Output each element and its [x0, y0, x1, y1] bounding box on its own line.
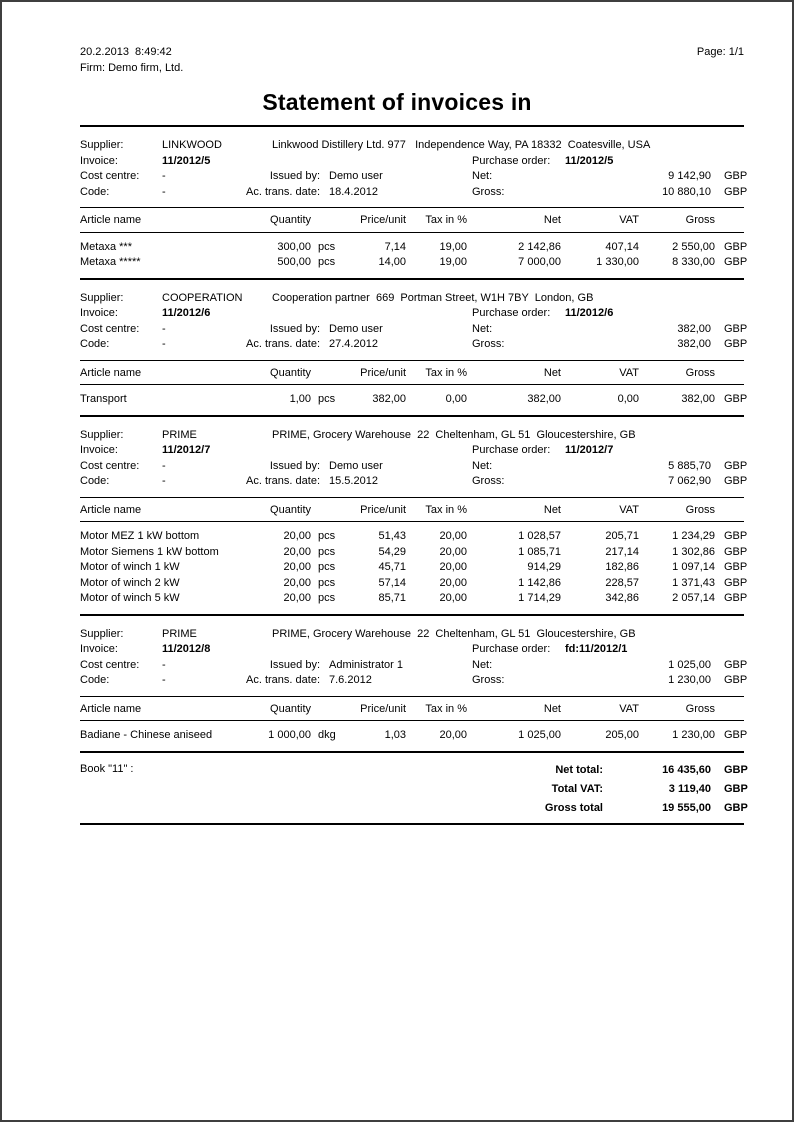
supplier-info: [80, 291, 748, 354]
header-rule: [80, 384, 744, 385]
article-price: 14,00: [378, 256, 406, 268]
article-unit: pcs: [318, 240, 336, 253]
article-gross: 1 234,29: [672, 530, 715, 542]
article-unit: dkg: [318, 729, 336, 741]
column-article-name: Article name: [80, 702, 142, 715]
article-gross: 2 550,00: [672, 240, 715, 253]
article-name: Metaxa ***: [80, 240, 132, 253]
article-tax: 19,00: [439, 240, 467, 253]
issued-by-label: Issued by:: [269, 170, 320, 182]
article-net: 1 714,29: [518, 592, 561, 604]
invoice-sections: [80, 139, 748, 753]
total-vat-amount: 3 119,40: [668, 782, 711, 795]
net-label: Net:: [472, 658, 493, 671]
column-quantity: Quantity: [270, 503, 311, 516]
purchase-order-number: 11/2012/6: [565, 307, 614, 319]
supplier-label: Supplier:: [80, 428, 124, 441]
header-rule: [80, 232, 744, 233]
code-value: -: [162, 475, 166, 487]
gross-currency: GBP: [724, 338, 748, 350]
supplier-label: Supplier:: [80, 139, 124, 151]
invoice-number: 11/2012/7: [162, 444, 211, 456]
ac-trans-date-value: 7.6.2012: [329, 674, 372, 686]
article-row: [80, 545, 748, 561]
net-currency: GBP: [724, 658, 748, 671]
invoice-label: Invoice:: [80, 444, 118, 456]
article-net: 1 025,00: [518, 729, 561, 741]
article-currency: GBP: [724, 592, 748, 604]
column-net: Net: [543, 503, 561, 516]
invoice-number: 11/2012/5: [162, 154, 211, 167]
article-currency: GBP: [724, 256, 748, 268]
section-end-rule: [80, 751, 744, 753]
article-tax: 20,00: [439, 592, 467, 604]
article-gross: 2 057,14: [672, 592, 715, 604]
supplier-address: PRIME, Grocery Warehouse 22 Cheltenham, GL 51 Gloucestershire, GB: [272, 428, 636, 441]
column-gross: Gross: [685, 214, 715, 226]
net-amount: 9 142,90: [668, 170, 711, 182]
issued-by-value: Demo user: [329, 322, 383, 335]
ac-trans-date-label: Ac. trans. date:: [246, 185, 320, 198]
gross-label: Gross:: [472, 185, 505, 198]
purchase-order-number: 11/2012/5: [565, 154, 614, 167]
supplier-code: PRIME: [162, 627, 197, 640]
ac-trans-date-label: Ac. trans. date:: [246, 674, 320, 686]
article-vat: 1 330,00: [596, 256, 639, 268]
article-gross: 1 302,86: [672, 545, 715, 558]
article-net: 1 085,71: [518, 545, 561, 558]
article-row: [80, 240, 748, 256]
invoice-section: [80, 291, 748, 417]
header-rule: [80, 720, 744, 721]
article-net: 1 028,57: [518, 530, 561, 542]
article-tax: 20,00: [439, 576, 467, 589]
article-table-header: [80, 702, 744, 718]
supplier-code: PRIME: [162, 428, 197, 441]
article-currency: GBP: [724, 545, 748, 558]
article-net: 1 142,86: [518, 576, 561, 589]
gross-total-label: Gross total: [544, 801, 603, 814]
issued-by-label: Issued by:: [269, 658, 320, 671]
invoice-section: [80, 627, 748, 753]
section-rule: [80, 696, 744, 697]
article-gross: 1 230,00: [672, 729, 715, 741]
supplier-address: Cooperation partner 669 Portman Street, W1H 7BY London, GB: [272, 291, 594, 304]
article-tax: 20,00: [439, 530, 467, 542]
net-amount: 382,00: [677, 322, 711, 335]
article-quantity: 20,00: [283, 561, 311, 573]
invoice-label: Invoice:: [80, 307, 118, 319]
article-tax: 19,00: [439, 256, 467, 268]
article-quantity: 20,00: [283, 545, 311, 558]
section-rule: [80, 207, 744, 208]
gross-label: Gross:: [472, 674, 505, 686]
article-row: [80, 392, 748, 408]
article-row: [80, 529, 748, 545]
report-header: [80, 2, 744, 76]
code-label: Code:: [80, 475, 110, 487]
net-label: Net:: [472, 170, 493, 182]
article-gross: 8 330,00: [672, 256, 715, 268]
gross-currency: GBP: [724, 475, 748, 487]
column-article-name: Article name: [80, 214, 142, 226]
column-article-name: Article name: [80, 503, 142, 516]
issued-by-value: Administrator 1: [329, 658, 403, 671]
column-gross: Gross: [685, 702, 715, 715]
article-unit: pcs: [318, 561, 336, 573]
column-quantity: Quantity: [270, 214, 311, 226]
purchase-order-label: Purchase order:: [472, 444, 551, 456]
cost-centre-value: -: [162, 658, 166, 671]
code-value: -: [162, 338, 166, 350]
total-vat-label: Total VAT:: [551, 782, 603, 795]
article-net: 2 142,86: [518, 240, 561, 253]
column-price-unit: Price/unit: [360, 503, 406, 516]
report-datetime: 20.2.2013 8:49:42: [80, 46, 172, 58]
purchase-order-label: Purchase order:: [472, 154, 551, 167]
article-price: 382,00: [372, 393, 406, 405]
section-end-rule: [80, 415, 744, 417]
article-name: Motor of winch 2 kW: [80, 576, 180, 589]
article-tax: 20,00: [439, 561, 467, 573]
net-total-currency: GBP: [724, 763, 748, 776]
article-quantity: 1 000,00: [268, 729, 311, 741]
column-vat: VAT: [619, 214, 639, 226]
column-article-name: Article name: [80, 366, 142, 379]
net-amount: 1 025,00: [668, 658, 711, 671]
net-currency: GBP: [724, 322, 748, 335]
column-quantity: Quantity: [270, 366, 311, 379]
article-row: [80, 255, 748, 271]
article-rows: [80, 392, 748, 408]
section-rule: [80, 497, 744, 498]
code-value: -: [162, 185, 166, 198]
article-table-header: [80, 366, 744, 382]
article-unit: pcs: [318, 592, 336, 604]
article-table-header: [80, 213, 744, 229]
article-gross: 382,00: [681, 393, 715, 405]
invoice-label: Invoice:: [80, 643, 118, 655]
article-vat: 217,14: [605, 545, 639, 558]
supplier-label: Supplier:: [80, 291, 124, 304]
article-price: 51,43: [378, 530, 406, 542]
article-unit: pcs: [318, 393, 336, 405]
article-vat: 205,71: [605, 530, 639, 542]
bottom-rule: [80, 823, 744, 825]
ac-trans-date-label: Ac. trans. date:: [246, 338, 320, 350]
book-label: Book "11" :: [80, 762, 134, 775]
article-table-header: [80, 503, 744, 519]
article-vat: 342,86: [605, 592, 639, 604]
code-label: Code:: [80, 674, 110, 686]
issued-by-value: Demo user: [329, 170, 383, 182]
article-currency: GBP: [724, 576, 748, 589]
article-quantity: 20,00: [283, 592, 311, 604]
article-row: [80, 560, 748, 576]
article-price: 1,03: [384, 729, 406, 741]
cost-centre-value: -: [162, 170, 166, 182]
total-vat-row: [80, 780, 748, 799]
article-name: Motor of winch 1 kW: [80, 561, 180, 573]
net-amount: 5 885,70: [668, 459, 711, 472]
article-tax: 20,00: [439, 729, 467, 741]
article-rows: [80, 240, 748, 271]
invoice-section: [80, 428, 748, 616]
gross-amount: 7 062,90: [668, 475, 711, 487]
article-rows: [80, 728, 748, 744]
article-row: [80, 728, 748, 744]
article-gross: 1 097,14: [672, 561, 715, 573]
article-vat: 228,57: [605, 576, 639, 589]
issued-by-label: Issued by:: [269, 322, 320, 335]
article-net: 382,00: [527, 393, 561, 405]
net-total-row: [80, 761, 748, 780]
article-unit: pcs: [318, 530, 336, 542]
net-currency: GBP: [724, 170, 748, 182]
article-name: Motor MEZ 1 kW bottom: [80, 530, 200, 542]
article-gross: 1 371,43: [672, 576, 715, 589]
column-tax: Tax in %: [425, 503, 467, 516]
total-vat-currency: GBP: [724, 782, 748, 795]
gross-amount: 10 880,10: [662, 185, 711, 198]
article-currency: GBP: [724, 240, 748, 253]
article-price: 7,14: [384, 240, 406, 253]
column-vat: VAT: [619, 503, 639, 516]
article-name: Transport: [80, 393, 127, 405]
column-price-unit: Price/unit: [360, 702, 406, 715]
article-price: 57,14: [378, 576, 406, 589]
section-end-rule: [80, 614, 744, 616]
article-quantity: 1,00: [289, 393, 311, 405]
article-unit: pcs: [318, 545, 336, 558]
supplier-label: Supplier:: [80, 627, 124, 640]
cost-centre-label: Cost centre:: [80, 322, 140, 335]
issued-by-value: Demo user: [329, 459, 383, 472]
net-label: Net:: [472, 322, 493, 335]
invoice-label: Invoice:: [80, 154, 118, 167]
column-vat: VAT: [619, 366, 639, 379]
column-net: Net: [543, 366, 561, 379]
gross-total-currency: GBP: [724, 801, 748, 814]
supplier-address: Linkwood Distillery Ltd. 977 Independence Way, PA 18332 Coatesville, USA: [272, 139, 651, 151]
column-net: Net: [543, 702, 561, 715]
supplier-code: COOPERATION: [162, 291, 243, 304]
article-vat: 182,86: [605, 561, 639, 573]
column-price-unit: Price/unit: [360, 214, 406, 226]
ac-trans-date-value: 15.5.2012: [329, 475, 378, 487]
cost-centre-label: Cost centre:: [80, 459, 140, 472]
gross-label: Gross:: [472, 338, 505, 350]
article-price: 54,29: [378, 545, 406, 558]
article-unit: pcs: [318, 256, 336, 268]
supplier-code: LINKWOOD: [162, 139, 222, 151]
column-price-unit: Price/unit: [360, 366, 406, 379]
section-end-rule: [80, 278, 744, 280]
article-quantity: 500,00: [277, 256, 311, 268]
column-gross: Gross: [685, 503, 715, 516]
ac-trans-date-value: 27.4.2012: [329, 338, 378, 350]
cost-centre-value: -: [162, 459, 166, 472]
ac-trans-date-value: 18.4.2012: [329, 185, 378, 198]
column-vat: VAT: [619, 702, 639, 715]
article-quantity: 300,00: [277, 240, 311, 253]
article-currency: GBP: [724, 729, 748, 741]
article-net: 7 000,00: [518, 256, 561, 268]
article-unit: pcs: [318, 576, 336, 589]
code-label: Code:: [80, 185, 110, 198]
supplier-info: [80, 627, 748, 690]
net-total-amount: 16 435,60: [662, 763, 711, 776]
column-net: Net: [543, 214, 561, 226]
article-rows: [80, 529, 748, 607]
article-row: [80, 576, 748, 592]
article-tax: 0,00: [445, 393, 467, 405]
article-name: Badiane - Chinese aniseed: [80, 729, 213, 741]
article-name: Motor Siemens 1 kW bottom: [80, 545, 219, 558]
article-tax: 20,00: [439, 545, 467, 558]
article-row: [80, 591, 748, 607]
article-vat: 407,14: [605, 240, 639, 253]
column-gross: Gross: [685, 366, 715, 379]
gross-currency: GBP: [724, 674, 748, 686]
column-quantity: Quantity: [270, 702, 311, 715]
article-currency: GBP: [724, 561, 748, 573]
article-quantity: 20,00: [283, 576, 311, 589]
report-title: Statement of invoices in: [262, 89, 532, 115]
gross-currency: GBP: [724, 185, 748, 198]
article-quantity: 20,00: [283, 530, 311, 542]
page-number: Page: 1/1: [696, 46, 744, 58]
article-currency: GBP: [724, 530, 748, 542]
gross-label: Gross:: [472, 475, 505, 487]
column-tax: Tax in %: [425, 214, 467, 226]
title-rule: [80, 125, 744, 127]
cost-centre-label: Cost centre:: [80, 170, 140, 182]
supplier-address: PRIME, Grocery Warehouse 22 Cheltenham, GL 51 Gloucestershire, GB: [272, 627, 636, 640]
ac-trans-date-label: Ac. trans. date:: [246, 475, 320, 487]
purchase-order-label: Purchase order:: [472, 643, 551, 655]
invoice-number: 11/2012/6: [162, 307, 211, 319]
supplier-info: [80, 139, 748, 201]
invoice-section: [80, 139, 748, 280]
net-total-label: Net total:: [555, 763, 603, 776]
purchase-order-label: Purchase order:: [472, 307, 551, 319]
code-label: Code:: [80, 338, 110, 350]
article-vat: 205,00: [605, 729, 639, 741]
gross-amount: 382,00: [677, 338, 711, 350]
gross-total-row: [80, 799, 748, 818]
article-name: Metaxa *****: [80, 256, 141, 268]
gross-amount: 1 230,00: [668, 674, 711, 686]
cost-centre-value: -: [162, 322, 166, 335]
article-vat: 0,00: [617, 393, 639, 405]
header-rule: [80, 521, 744, 522]
article-net: 914,29: [527, 561, 561, 573]
issued-by-label: Issued by:: [269, 459, 320, 472]
supplier-info: [80, 428, 748, 491]
purchase-order-number: fd:11/2012/1: [565, 643, 628, 655]
column-tax: Tax in %: [425, 702, 467, 715]
article-currency: GBP: [724, 393, 748, 405]
code-value: -: [162, 674, 166, 686]
purchase-order-number: 11/2012/7: [565, 444, 614, 456]
totals-block: [80, 761, 748, 823]
article-name: Motor of winch 5 kW: [80, 592, 180, 604]
article-price: 85,71: [378, 592, 406, 604]
net-currency: GBP: [724, 459, 748, 472]
article-price: 45,71: [378, 561, 406, 573]
section-rule: [80, 360, 744, 361]
net-label: Net:: [472, 459, 493, 472]
invoice-number: 11/2012/8: [162, 643, 211, 655]
report-firm: Firm: Demo firm, Ltd.: [80, 62, 184, 74]
gross-total-amount: 19 555,00: [662, 801, 711, 814]
column-tax: Tax in %: [425, 366, 467, 379]
cost-centre-label: Cost centre:: [80, 658, 140, 671]
